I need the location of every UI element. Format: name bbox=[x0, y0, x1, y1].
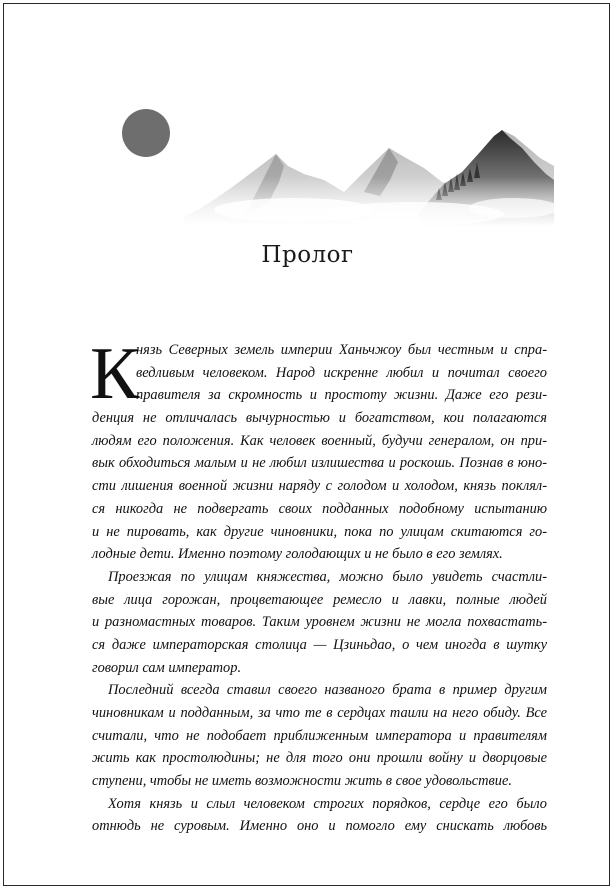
text-line: и не пировать, как другие чиновники, пока по улицам скитаются го- bbox=[92, 523, 547, 540]
text-line: людям его положения. Как человек военный, будучи генералом, он при- bbox=[92, 432, 547, 449]
text-line: отнюдь не суровым. Именно оно и помогло ему снискать любовь bbox=[92, 818, 547, 835]
text-line: Проезжая по улицам княжества, можно было увидеть счастли- bbox=[108, 568, 547, 585]
text-line: денция не отличалась вычурностью и богатством, кои полагаются bbox=[92, 410, 547, 427]
text-line: Хотя князь и слыл человеком строгих порядков, сердце его было bbox=[108, 795, 547, 812]
text-line: чиновникам и подданным, за что те в сердцах таили на него обиду. Все bbox=[92, 705, 547, 721]
sun-circle bbox=[122, 109, 170, 157]
drop-cap: К bbox=[90, 333, 140, 415]
text-line: правителя за скромность и простоту жизни. Даже его рези- bbox=[136, 387, 547, 404]
text-line: Последний всегда ставил своего названого брата в пример другим bbox=[108, 682, 547, 699]
book-page bbox=[3, 3, 610, 886]
text-line: ся никогда не подвергать своих подданных подобному испытанию bbox=[92, 500, 547, 517]
mountain-landscape-illustration bbox=[184, 122, 554, 227]
body-text bbox=[90, 333, 547, 838]
text-line: вык обходиться малым и не любил излишества и роскошь. Познав в юно- bbox=[92, 455, 547, 472]
text-line: лодные дети. Именно поэтому голодающих и не было в его землях. bbox=[92, 546, 503, 563]
text-line: говорил сам император. bbox=[92, 659, 242, 676]
text-line: считали, что не подобает приближенным императора и правителям bbox=[92, 727, 547, 744]
text-line: вые лица горожан, процветающее ремесло и лавки, полные людей bbox=[92, 591, 547, 608]
text-line: жить как простолюдины; не для того они прошли войну и дворцовые bbox=[92, 750, 547, 767]
text-line: ступени, чтобы не иметь возможности жить в свое удовольствие. bbox=[92, 773, 512, 790]
text-line: ведливым человеком. Народ искренне любил и почитал своего bbox=[136, 364, 547, 381]
text-line: нязь Северных земель империи Ханьчжоу был честным и спра- bbox=[136, 342, 547, 358]
text-line: сти лишения военной жизни наряду с голодом и холодом, князь поклял- bbox=[92, 478, 547, 495]
text-line: ся даже императорская столица — Цзиньдао, о чем иногда в шутку bbox=[92, 636, 547, 653]
text-line: и разномастных товаров. Таким уровнем жизни не могла похвастать- bbox=[92, 614, 547, 631]
chapter-title: Пролог bbox=[261, 242, 354, 268]
